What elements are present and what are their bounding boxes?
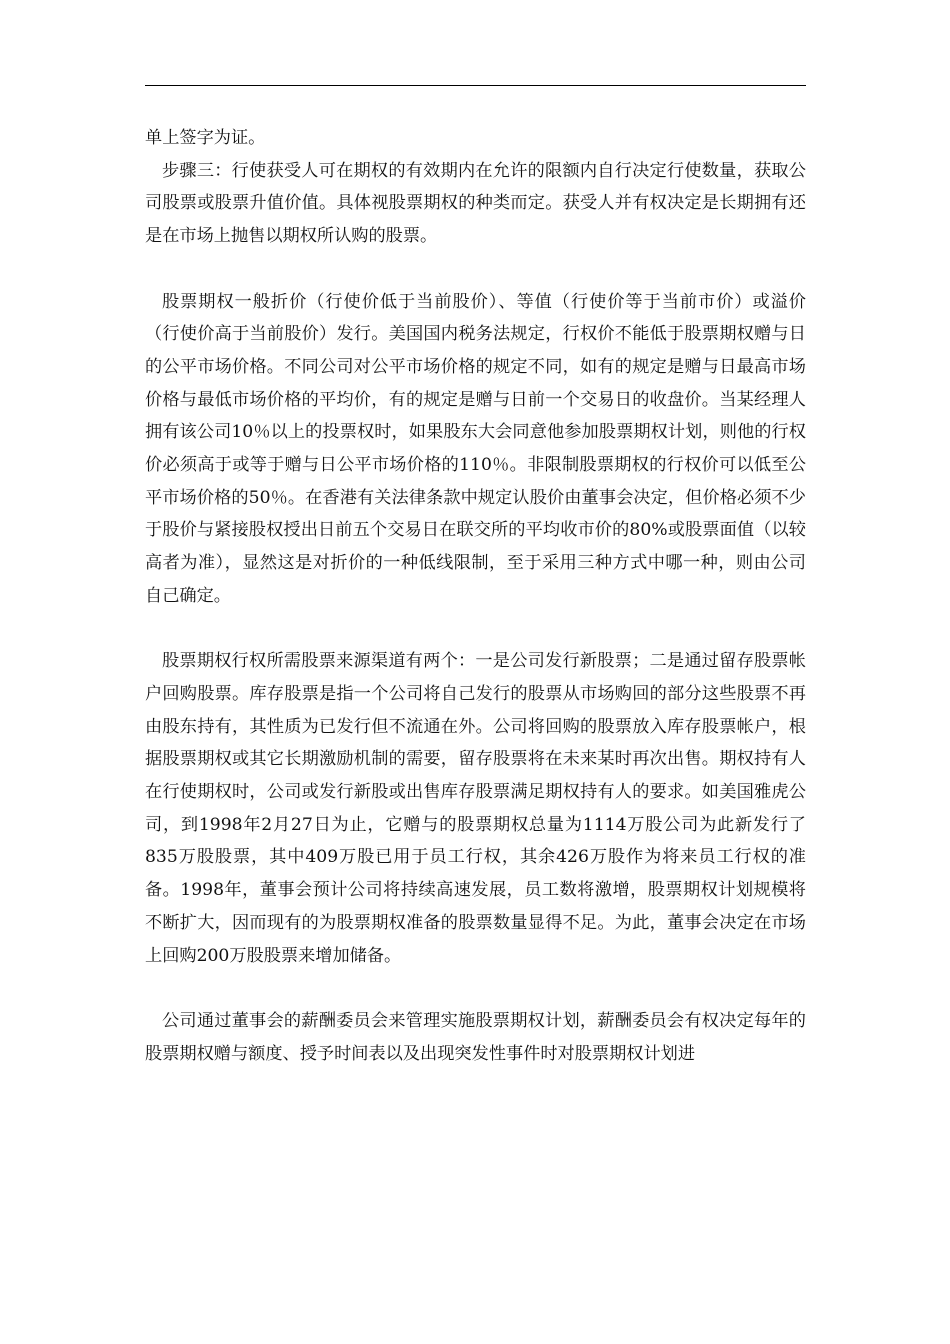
paragraph-gap [145, 253, 806, 286]
paragraph-signature-note: 单上签字为证。 [145, 128, 266, 148]
paragraph-gap [145, 972, 806, 1005]
paragraph-compensation-committee: 公司通过董事会的薪酬委员会来管理实施股票期权计划，薪酬委员会有权决定每年的股票期权赠与额度、授予时间表以及出现突发性事件时对股票期权计划进 [145, 1010, 806, 1064]
paragraph-step-three: 步骤三：行使获受人可在期权的有效期内在允许的限额内自行决定行使数量，获取公司股票或股票升值价值。具体视股票期权的种类而定。获受人并有权决定是长期拥有还是在市场上抛售以期权所认购的股票。 [145, 160, 806, 247]
paragraph-gap [145, 613, 806, 646]
paragraph-stock-source: 股票期权行权所需股票来源渠道有两个：一是公司发行新股票；二是通过留存股票帐户回购股票。库存股票是指一个公司将自己发行的股票从市场购回的部分这些股票不再由股东持有，其性质为已发行但不流通在外。公司将回购的股票放入库存股票帐户，根据股票期权或其它长期激励机制的需要，留存股票将在未来某时再次出售。期权持有人在行使期权时，公司或发行新股或出售库存股票满足期权持有人的要求。如美国雅虎公司，到1998年2月27日为止，它赠与的股票期权总量为1114万股公司为此新发行了835万股股票，其中409万股已用于员工行权，其余426万股作为将来员工行权的准备。1998年，董事会预计公司将持续高速发展，员工数将激增，股票期权计划规模将不断扩大，因而现有的为股票期权准备的股票数量显得不足。为此，董事会决定在市场上回购200万股股票来增加储备。 [145, 651, 806, 966]
paragraph-exercise-price: 股票期权一般折价（行使价低于当前股价）、等值（行使价等于当前市价）或溢价（行使价高于当前股价）发行。美国国内税务法规定，行权价不能低于股票期权赠与日的公平市场价格。不同公司对公平市场价格的规定不同，如有的规定是赠与日最高市场价格与最低市场价格的平均价，有的规定是赠与日前一个交易日的收盘价。当某经理人拥有该公司10％以上的投票权时，如果股东大会同意他参加股票期权计划，则他的行权价必须高于或等于赠与日公平市场价格的110％。非限制股票期权的行权价可以低至公平市场价格的50％。在香港有关法律条款中规定认股价由董事会决定，但价格必须不少于股价与紧接股权授出日前五个交易日在联交所的平均收市价的80%或股票面值（以较高者为准），显然这是对折价的一种低线限制，至于采用三种方式中哪一种，则由公司自己确定。 [145, 291, 806, 606]
header-rule [145, 85, 806, 86]
document-body [145, 122, 806, 1070]
